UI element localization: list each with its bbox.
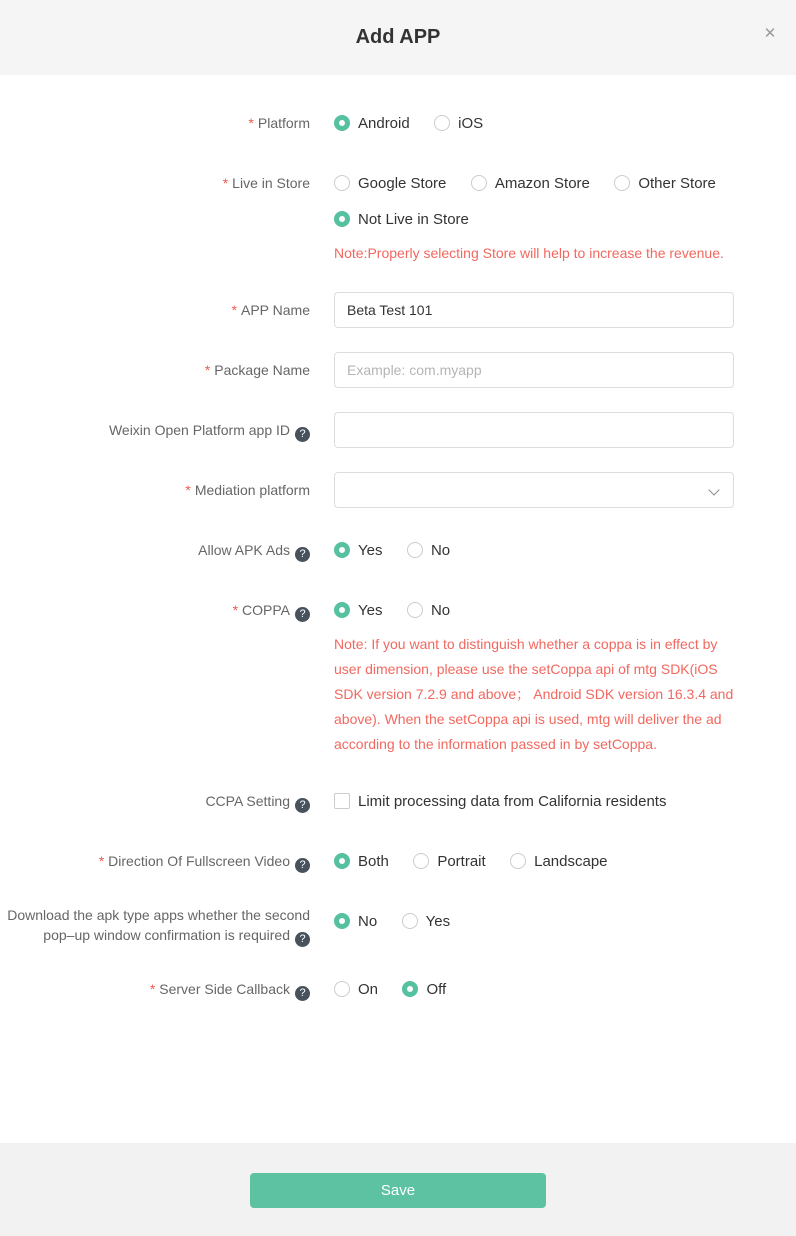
row-app-name: [0, 292, 796, 328]
radio-dot[interactable]: [510, 853, 526, 869]
radio-direction-landscape[interactable]: Landscape: [510, 843, 607, 879]
form-body: [0, 75, 796, 1143]
dialog-header: [0, 0, 796, 75]
radio-dot[interactable]: [434, 115, 450, 131]
row-apk-download-confirm: [0, 903, 796, 947]
help-icon[interactable]: ?: [295, 986, 310, 1001]
radio-apk-ads-yes[interactable]: Yes: [334, 532, 382, 568]
help-icon[interactable]: ?: [295, 547, 310, 562]
radio-amazon-store[interactable]: Amazon Store: [471, 165, 590, 201]
radio-dot[interactable]: [334, 211, 350, 227]
coppa-label: * COPPA ?: [0, 592, 310, 628]
app-name-input[interactable]: [334, 292, 734, 328]
package-name-label: * Package Name: [204, 362, 310, 378]
live-in-store-label: * Live in Store: [222, 175, 310, 191]
radio-callback-on[interactable]: On: [334, 971, 378, 1007]
row-package-name: [0, 352, 796, 388]
radio-dot[interactable]: [334, 175, 350, 191]
mediation-platform-label: * Mediation platform: [185, 482, 310, 498]
ccpa-checkbox[interactable]: [334, 793, 350, 809]
radio-dot[interactable]: [402, 981, 418, 997]
help-icon[interactable]: ?: [295, 798, 310, 813]
weixin-app-id-label: Weixin Open Platform app ID ?: [0, 412, 310, 448]
radio-dot[interactable]: [407, 542, 423, 558]
radio-other-store[interactable]: Other Store: [614, 165, 716, 201]
radio-dot[interactable]: [334, 115, 350, 131]
required-mark: *: [98, 853, 105, 869]
radio-dot[interactable]: [334, 853, 350, 869]
platform-options: [334, 105, 744, 141]
weixin-app-id-input[interactable]: [334, 412, 734, 448]
radio-dot[interactable]: [614, 175, 630, 191]
row-mediation-platform: [0, 472, 796, 508]
direction-label: * Direction Of Fullscreen Video ?: [0, 843, 310, 879]
required-mark: *: [222, 175, 229, 191]
apk-download-confirm-label: Download the apk type apps whether the second pop–up window confirmation is required ?: [7, 907, 310, 945]
app-name-label: * APP Name: [231, 302, 310, 318]
dialog-footer: [0, 1143, 796, 1236]
required-mark: *: [232, 602, 239, 618]
row-direction-fullscreen-video: [0, 843, 796, 879]
help-icon[interactable]: ?: [295, 858, 310, 873]
required-mark: *: [204, 362, 211, 378]
row-weixin-app-id: [0, 412, 796, 448]
radio-ios[interactable]: iOS: [434, 105, 483, 141]
radio-dot[interactable]: [413, 853, 429, 869]
ccpa-checkbox-item[interactable]: Limit processing data from California residents: [334, 783, 666, 819]
coppa-note: Note: If you want to distinguish whether a coppa is in effect by user dimension, please use the setCoppa api of mtg SDK(iOS SDK version 7.2.9 and above； Android SDK version 16.3.4 and above). When the setCoppa api is used, mtg will deliver the ad according to the information passed in by setCoppa.: [334, 636, 734, 752]
required-mark: *: [185, 482, 191, 498]
store-note: Note:Properly selecting Store will help to increase the revenue.: [334, 245, 724, 261]
allow-apk-ads-label: Allow APK Ads ?: [0, 532, 310, 568]
page-title: Add APP: [355, 26, 441, 48]
row-coppa: [0, 592, 796, 759]
required-mark: *: [248, 115, 254, 131]
help-icon[interactable]: ?: [295, 607, 310, 622]
radio-direction-portrait[interactable]: Portrait: [413, 843, 485, 879]
ccpa-setting-label: CCPA Setting ?: [0, 783, 310, 819]
row-allow-apk-ads: [0, 532, 796, 568]
close-icon[interactable]: ✕: [763, 25, 777, 42]
radio-dot[interactable]: [334, 981, 350, 997]
radio-android[interactable]: Android: [334, 105, 410, 141]
radio-dot[interactable]: [402, 913, 418, 929]
required-mark: *: [149, 981, 156, 997]
row-live-in-store: [0, 165, 796, 268]
radio-apk-ads-no[interactable]: No: [407, 532, 450, 568]
radio-dot[interactable]: [334, 913, 350, 929]
radio-coppa-yes[interactable]: Yes: [334, 592, 382, 628]
row-ccpa-setting: [0, 783, 796, 819]
radio-dot[interactable]: [334, 542, 350, 558]
help-icon[interactable]: ?: [295, 932, 310, 947]
radio-apk-confirm-yes[interactable]: Yes: [402, 903, 450, 939]
radio-dot[interactable]: [471, 175, 487, 191]
radio-dot[interactable]: [407, 602, 423, 618]
server-side-callback-label: * Server Side Callback ?: [0, 971, 310, 1007]
row-server-side-callback: [0, 971, 796, 1007]
chevron-down-icon: [708, 484, 719, 495]
save-button[interactable]: Save: [250, 1173, 546, 1208]
radio-coppa-no[interactable]: No: [407, 592, 450, 628]
radio-callback-off[interactable]: Off: [402, 971, 446, 1007]
mediation-platform-select[interactable]: [334, 472, 734, 508]
radio-direction-both[interactable]: Both: [334, 843, 389, 879]
radio-not-live-in-store[interactable]: Not Live in Store: [334, 201, 469, 237]
required-mark: *: [231, 302, 237, 318]
package-name-input[interactable]: [334, 352, 734, 388]
platform-label: * Platform: [248, 115, 310, 131]
radio-google-store[interactable]: Google Store: [334, 165, 446, 201]
live-in-store-options: [334, 165, 744, 268]
help-icon[interactable]: ?: [295, 427, 310, 442]
row-platform: [0, 105, 796, 141]
radio-apk-confirm-no[interactable]: No: [334, 903, 377, 939]
radio-dot[interactable]: [334, 602, 350, 618]
